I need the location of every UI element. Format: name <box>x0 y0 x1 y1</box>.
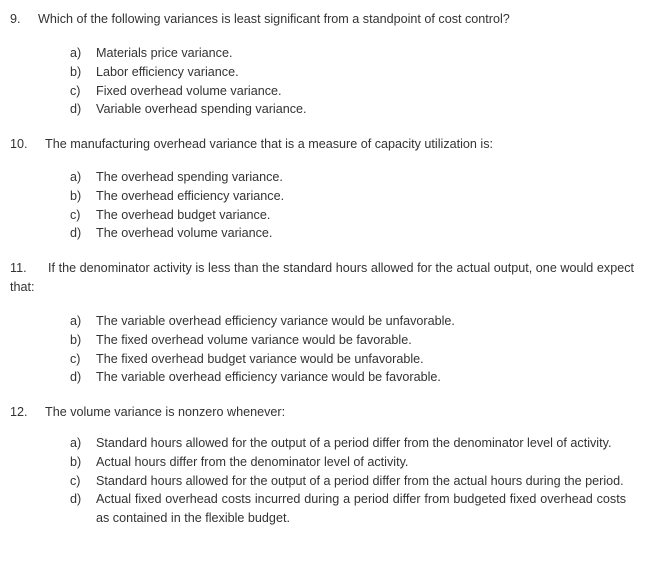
option-letter: a) <box>70 46 82 60</box>
option-letter: b) <box>70 188 82 203</box>
option-item <box>70 168 626 187</box>
option-item <box>70 63 626 82</box>
option-text: Materials price variance. <box>96 46 233 60</box>
option-text: The fixed overhead budget variance would be unfavorable. <box>96 351 424 366</box>
option-item <box>70 331 626 350</box>
option-text: The overhead efficiency variance. <box>96 188 285 203</box>
option-text: The overhead volume variance. <box>96 226 273 241</box>
option-letter: d) <box>70 492 82 507</box>
question-number: 9. <box>10 12 21 26</box>
option-text: The overhead budget variance. <box>96 207 271 222</box>
option-text: Variable overhead spending variance. <box>96 102 307 117</box>
option-text: Fixed overhead volume variance. <box>96 83 282 98</box>
option-text: Standard hours allowed for the output of a period differ from the denominator level of activity. <box>96 436 612 450</box>
option-item <box>70 368 626 387</box>
option-list <box>70 168 626 243</box>
option-text: The variable overhead efficiency variance would be unfavorable. <box>96 314 455 328</box>
option-letter: c) <box>70 207 81 222</box>
option-letter: c) <box>70 473 81 488</box>
question-9 <box>10 10 634 29</box>
option-item <box>70 187 626 206</box>
option-list <box>70 44 626 119</box>
option-letter: a) <box>70 314 82 328</box>
option-item <box>70 472 626 491</box>
option-letter: b) <box>70 454 82 469</box>
option-letter: d) <box>70 370 82 385</box>
option-letter: a) <box>70 170 82 184</box>
option-letter: c) <box>70 83 81 98</box>
option-list <box>70 434 626 528</box>
option-item <box>70 82 626 101</box>
option-letter: d) <box>70 226 82 241</box>
option-text: Actual hours differ from the denominator level of activity. <box>96 454 409 469</box>
option-item <box>70 44 626 63</box>
question-text: The volume variance is nonzero whenever: <box>45 405 286 419</box>
question-text: The manufacturing overhead variance that is a measure of capacity utilization is: <box>45 137 494 151</box>
option-letter: b) <box>70 64 82 79</box>
question-text: Which of the following variances is least significant from a standpoint of cost control? <box>38 12 510 26</box>
question-10 <box>10 135 634 154</box>
option-item <box>70 100 626 119</box>
option-text: The variable overhead efficiency variance would be favorable. <box>96 370 441 385</box>
question-12 <box>10 403 634 422</box>
option-text: Actual fixed overhead costs incurred during a period differ from budgeted fixed overhead costs as contained in the flexible budget. <box>96 492 626 526</box>
option-letter: b) <box>70 332 82 347</box>
question-text: If the denominator activity is less than the standard hours allowed for the actual output, one would expect that: <box>10 261 634 294</box>
option-text: The overhead spending variance. <box>96 170 283 184</box>
option-list <box>70 312 626 387</box>
option-text: The fixed overhead volume variance would be favorable. <box>96 332 412 347</box>
option-item <box>70 453 626 472</box>
option-item <box>70 206 626 225</box>
option-item <box>70 312 626 331</box>
option-item <box>70 490 626 528</box>
question-number: 12. <box>10 405 28 419</box>
option-letter: c) <box>70 351 81 366</box>
option-letter: a) <box>70 436 82 450</box>
option-item <box>70 434 626 453</box>
question-number: 10. <box>10 137 28 151</box>
question-11 <box>10 259 634 297</box>
option-text: Labor efficiency variance. <box>96 64 239 79</box>
option-item <box>70 224 626 243</box>
option-text: Standard hours allowed for the output of a period differ from the actual hours during the period. <box>96 473 624 488</box>
option-item <box>70 350 626 369</box>
question-number: 11. <box>10 261 27 275</box>
option-letter: d) <box>70 102 82 117</box>
